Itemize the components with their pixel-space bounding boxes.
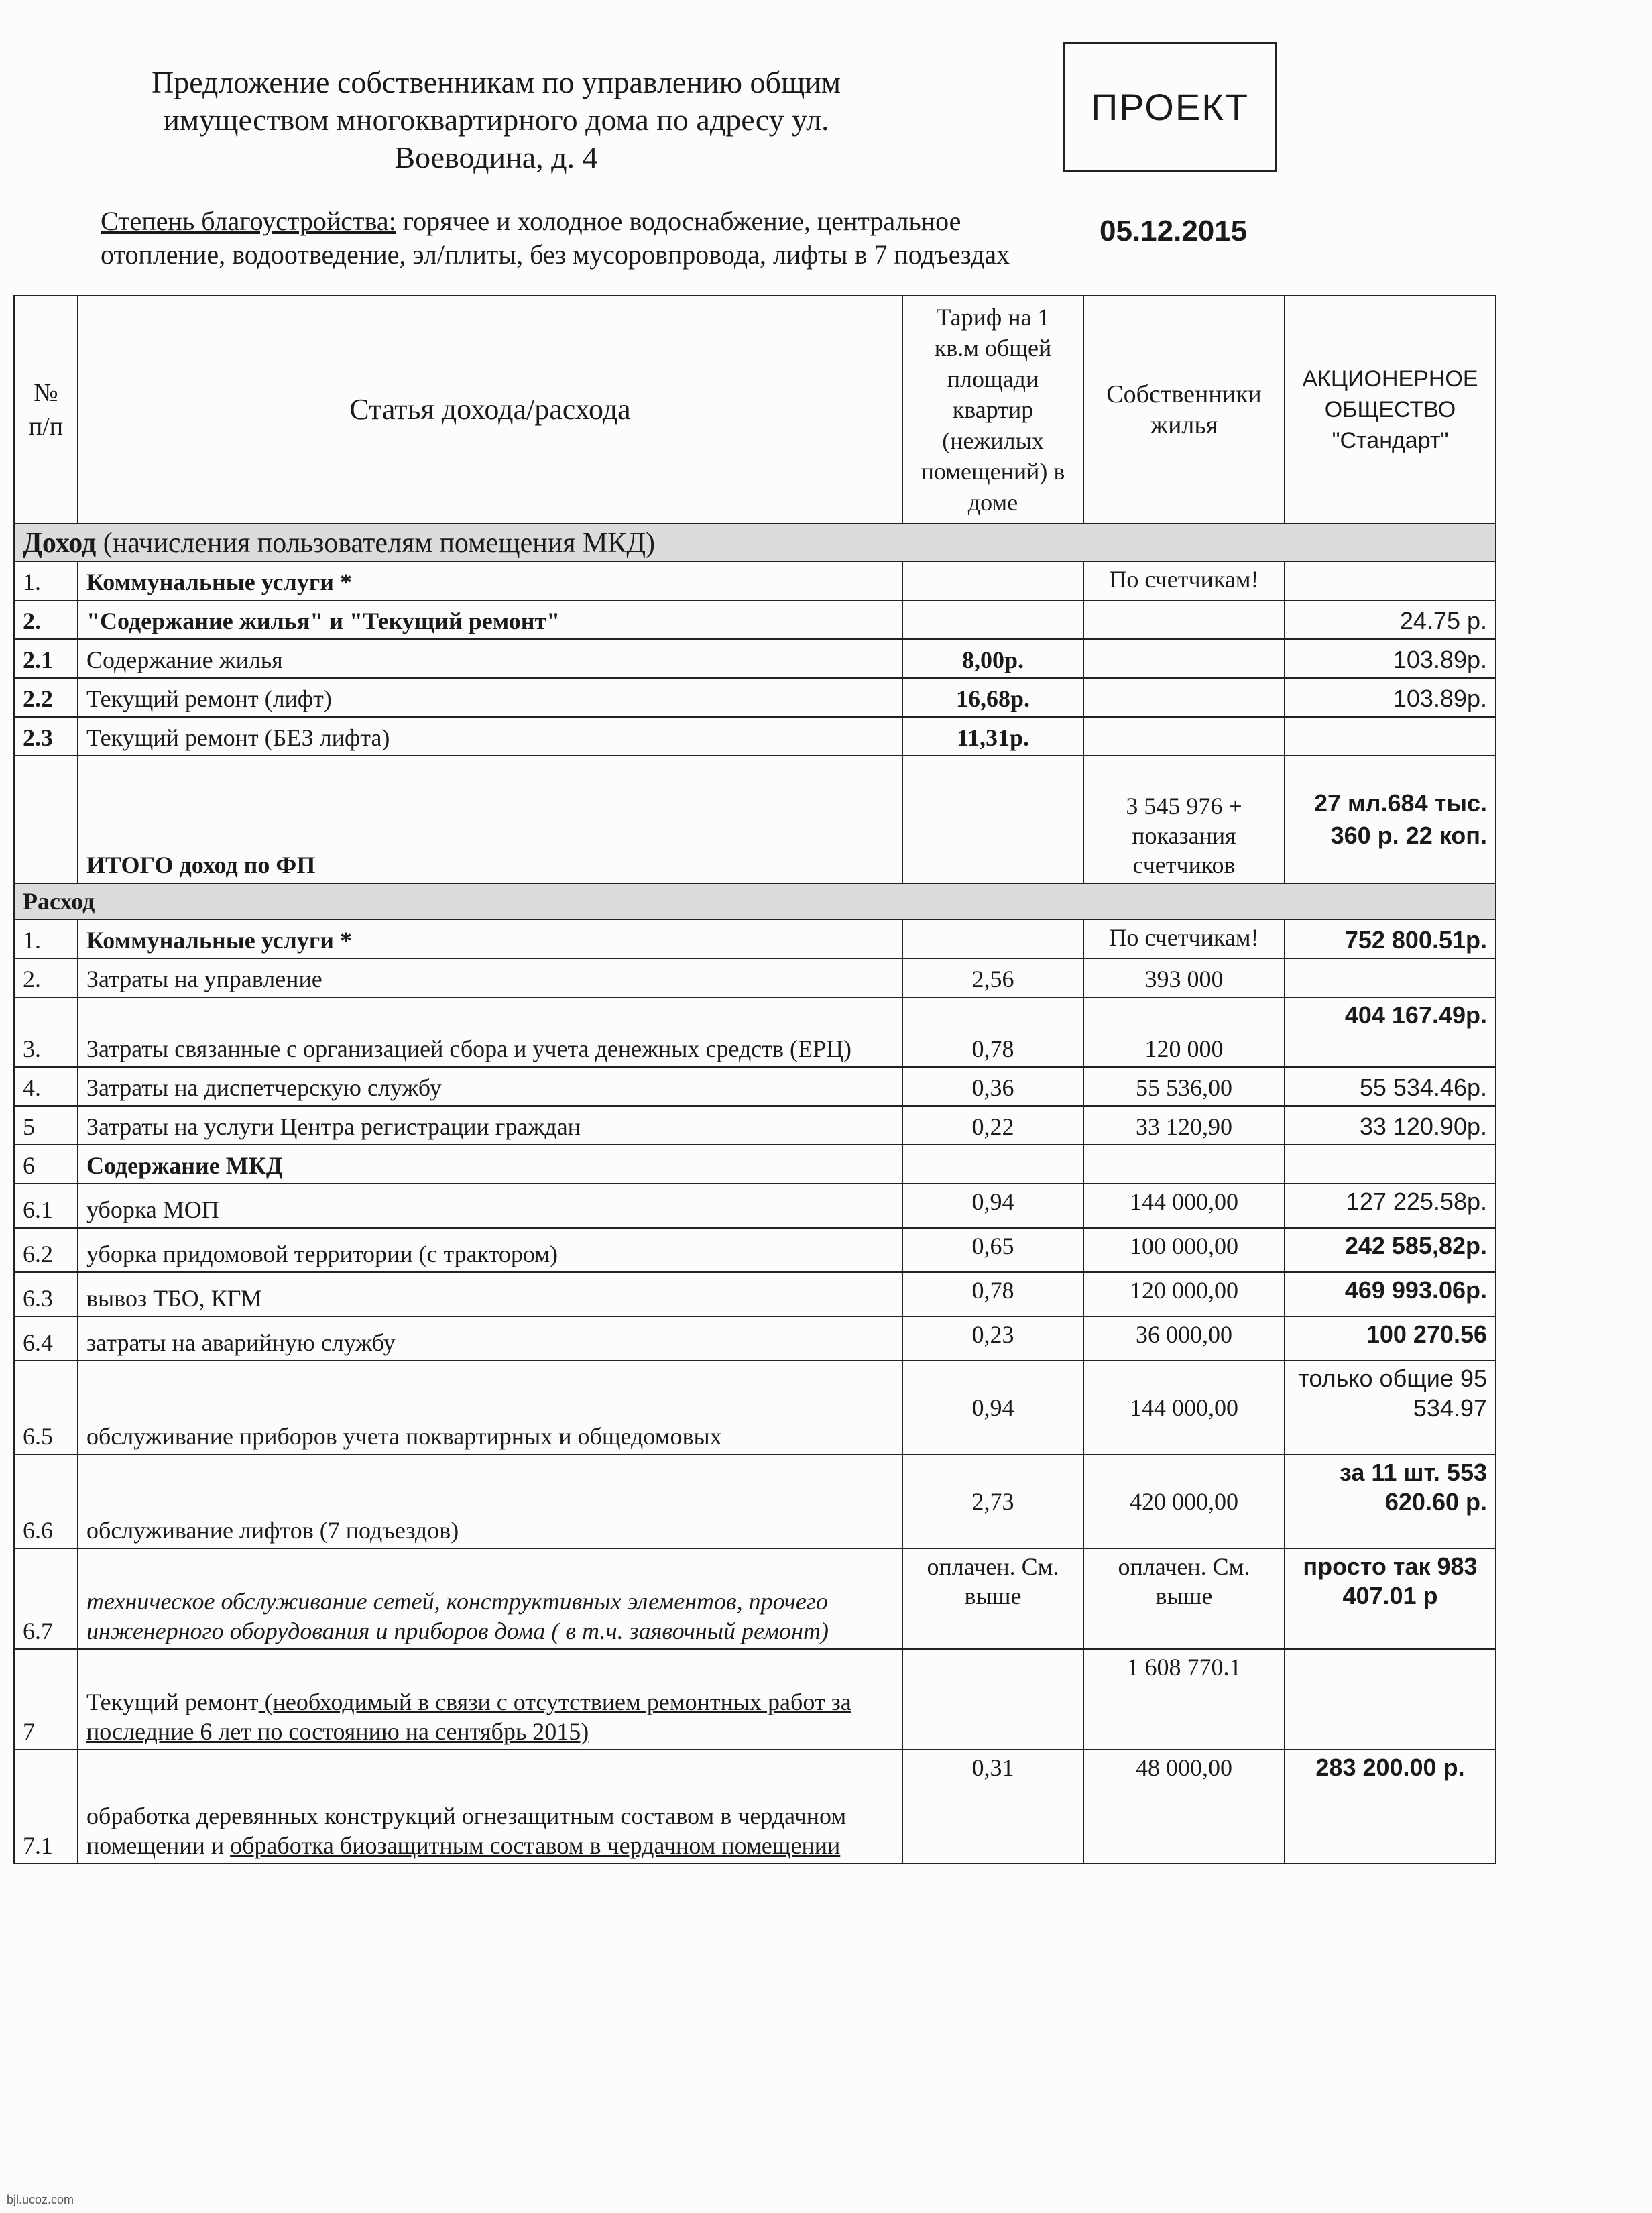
row-owners: 36 000,00 [1083, 1316, 1285, 1361]
table-row [14, 1455, 1496, 1548]
table-row [14, 1145, 1496, 1184]
row-num: 2. [14, 958, 78, 997]
row-num [14, 756, 78, 883]
title-line-3: Воеводина, д. 4 [394, 140, 598, 174]
row-item: обслуживание лифтов (7 подъездов) [78, 1455, 902, 1548]
row-owners: По счетчикам! [1083, 919, 1285, 958]
row-tariff: 2,73 [902, 1455, 1083, 1548]
document-date: 05.12.2015 [1100, 215, 1248, 247]
title-line-2: имуществом многоквартирного дома по адресу ул. [163, 103, 829, 137]
table-row [14, 1272, 1496, 1316]
row-tariff: 16,68р. [902, 678, 1083, 717]
table-row [14, 600, 1496, 639]
table-row [14, 1184, 1496, 1228]
income-total-row [14, 756, 1496, 883]
row-company [1285, 717, 1496, 756]
row-tariff [902, 756, 1083, 883]
row-num: 2.2 [14, 678, 78, 717]
row-owners [1083, 1145, 1285, 1184]
row-item: Текущий ремонт (необходимый в связи с отсутствием ремонтных работ за последние 6 лет по состоянию на сентябрь 2015) [78, 1649, 902, 1750]
table-row [14, 1106, 1496, 1145]
budget-table [13, 295, 1496, 1864]
row-num: 6.2 [14, 1228, 78, 1272]
row-num: 7 [14, 1649, 78, 1750]
row-item: Содержание МКД [78, 1145, 902, 1184]
income-total-owners: 3 545 976 + показания счетчиков [1083, 756, 1285, 883]
row-owners: 48 000,00 [1083, 1750, 1285, 1864]
table-row [14, 678, 1496, 717]
row-num: 6.4 [14, 1316, 78, 1361]
row-owners: 120 000 [1083, 997, 1285, 1067]
row-company [1285, 1649, 1496, 1750]
row-company: просто так 983 407.01 р [1285, 1548, 1496, 1649]
amenities-label: Степень благоустройства: [101, 206, 396, 236]
row-tariff: оплачен. См. выше [902, 1548, 1083, 1649]
row-tariff [902, 1649, 1083, 1750]
row-company: 127 225.58р. [1285, 1184, 1496, 1228]
row-tariff [902, 561, 1083, 600]
row-owners: 420 000,00 [1083, 1455, 1285, 1548]
row-item: Текущий ремонт (БЕЗ лифта) [78, 717, 902, 756]
table-row [14, 561, 1496, 600]
header-owners: Собственники жилья [1083, 296, 1285, 524]
header-company: АКЦИОНЕРНОЕ ОБЩЕСТВО "Стандарт" [1285, 296, 1496, 524]
row-item: Коммунальные услуги * [78, 919, 902, 958]
site-watermark: bjl.ucoz.com [7, 2193, 74, 2206]
table-row [14, 1316, 1496, 1361]
row-num: 2. [14, 600, 78, 639]
income-total-label: ИТОГО доход по ФП [78, 756, 902, 883]
row-owners [1083, 717, 1285, 756]
row-num: 1. [14, 561, 78, 600]
row-owners: 55 536,00 [1083, 1067, 1285, 1106]
row-num: 6.6 [14, 1455, 78, 1548]
row-tariff: 0,78 [902, 1272, 1083, 1316]
row-owners: 120 000,00 [1083, 1272, 1285, 1316]
row-company [1285, 561, 1496, 600]
row-company: 469 993.06р. [1285, 1272, 1496, 1316]
expense-section-title: Расход [14, 883, 1496, 919]
income-total-company: 27 мл.684 тыс. 360 р. 22 коп. [1285, 756, 1496, 883]
row-item: Текущий ремонт (лифт) [78, 678, 902, 717]
row-num: 6.5 [14, 1361, 78, 1455]
table-row [14, 997, 1496, 1067]
row-num: 2.1 [14, 639, 78, 678]
row-tariff: 2,56 [902, 958, 1083, 997]
amenities-description [101, 205, 1079, 272]
row-company [1285, 958, 1496, 997]
row-tariff [902, 600, 1083, 639]
row-owners [1083, 600, 1285, 639]
amenities-text: горячее и холодное водоснабжение, центральное отопление, водоотведение, эл/плиты, без мусоровпровода, лифты в 7 подъездах [101, 206, 1010, 270]
header-tariff: Тариф на 1 кв.м общей площади квартир (нежилых помещений) в доме [902, 296, 1083, 524]
row-tariff: 0,78 [902, 997, 1083, 1067]
row-company: 100 270.56 [1285, 1316, 1496, 1361]
draft-stamp: ПРОЕКТ [1063, 42, 1277, 172]
row-company: 103.89р. [1285, 678, 1496, 717]
table-row [14, 1649, 1496, 1750]
row-num: 1. [14, 919, 78, 958]
table-row [14, 639, 1496, 678]
row-owners [1083, 678, 1285, 717]
row-num: 6 [14, 1145, 78, 1184]
row-tariff: 11,31р. [902, 717, 1083, 756]
row-item: "Содержание жилья" и "Текущий ремонт" [78, 600, 902, 639]
table-row [14, 1361, 1496, 1455]
row-item: обработка деревянных конструкций огнезащитным составом в чердачном помещении и обработка биозащитным составом в чердачном помещении [78, 1750, 902, 1864]
income-section-title: Доход (начисления пользователям помещения МКД) [14, 524, 1496, 561]
row-num: 7.1 [14, 1750, 78, 1864]
row-owners: 393 000 [1083, 958, 1285, 997]
row-tariff: 8,00р. [902, 639, 1083, 678]
row-company: за 11 шт. 553 620.60 р. [1285, 1455, 1496, 1548]
table-header-row [14, 296, 1496, 524]
row-tariff: 0,94 [902, 1361, 1083, 1455]
row-owners: 33 120,90 [1083, 1106, 1285, 1145]
row-item: Затраты на управление [78, 958, 902, 997]
row-tariff: 0,36 [902, 1067, 1083, 1106]
row-item: Затраты на услуги Центра регистрации граждан [78, 1106, 902, 1145]
row-num: 3. [14, 997, 78, 1067]
table-row [14, 919, 1496, 958]
row-company: 103.89р. [1285, 639, 1496, 678]
row-company: 283 200.00 р. [1285, 1750, 1496, 1864]
table-row [14, 1750, 1496, 1864]
table-row [14, 1228, 1496, 1272]
row-tariff: 0,94 [902, 1184, 1083, 1228]
row-item: Содержание жилья [78, 639, 902, 678]
row-num: 6.1 [14, 1184, 78, 1228]
row-item: Затраты на диспетчерскую службу [78, 1067, 902, 1106]
row-company: 55 534.46р. [1285, 1067, 1496, 1106]
income-section-row [14, 524, 1496, 561]
row-owners: По счетчикам! [1083, 561, 1285, 600]
row-owners: 100 000,00 [1083, 1228, 1285, 1272]
row-tariff: 0,22 [902, 1106, 1083, 1145]
row-tariff: 0,31 [902, 1750, 1083, 1864]
row-company: 33 120.90р. [1285, 1106, 1496, 1145]
row-item: Затраты связанные с организацией сбора и учета денежных средств (ЕРЦ) [78, 997, 902, 1067]
row-num: 5 [14, 1106, 78, 1145]
row-num: 2.3 [14, 717, 78, 756]
row-owners: 144 000,00 [1083, 1361, 1285, 1455]
row-owners: 144 000,00 [1083, 1184, 1285, 1228]
row-tariff: 0,23 [902, 1316, 1083, 1361]
row-item: уборка МОП [78, 1184, 902, 1228]
title-line-1: Предложение собственникам по управлению общим [151, 65, 841, 99]
row-item: Коммунальные услуги * [78, 561, 902, 600]
row-item: обслуживание приборов учета поквартирных и общедомовых [78, 1361, 902, 1455]
row-item: уборка придомовой территории (с трактором) [78, 1228, 902, 1272]
row-num: 6.7 [14, 1548, 78, 1649]
table-row [14, 717, 1496, 756]
row-tariff: 0,65 [902, 1228, 1083, 1272]
document-title [101, 64, 892, 176]
row-owners: оплачен. См. выше [1083, 1548, 1285, 1649]
row-company [1285, 1145, 1496, 1184]
row-num: 4. [14, 1067, 78, 1106]
row-company: 242 585,82р. [1285, 1228, 1496, 1272]
row-tariff [902, 919, 1083, 958]
header-num: № п/п [14, 296, 78, 524]
table-row [14, 1548, 1496, 1649]
header-item: Статья дохода/расхода [78, 296, 902, 524]
row-item: вывоз ТБО, КГМ [78, 1272, 902, 1316]
row-owners [1083, 639, 1285, 678]
row-tariff [902, 1145, 1083, 1184]
table-row [14, 958, 1496, 997]
row-company: 404 167.49р. [1285, 997, 1496, 1067]
table-row [14, 1067, 1496, 1106]
row-owners: 1 608 770.1 [1083, 1649, 1285, 1750]
row-item: затраты на аварийную службу [78, 1316, 902, 1361]
row-company: только общие 95 534.97 [1285, 1361, 1496, 1455]
row-num: 6.3 [14, 1272, 78, 1316]
expense-section-row [14, 883, 1496, 919]
row-item: техническое обслуживание сетей, конструктивных элементов, прочего инженерного оборудования и приборов дома ( в т.ч. заявочный ремонт) [78, 1548, 902, 1649]
row-company: 24.75 р. [1285, 600, 1496, 639]
row-company: 752 800.51р. [1285, 919, 1496, 958]
